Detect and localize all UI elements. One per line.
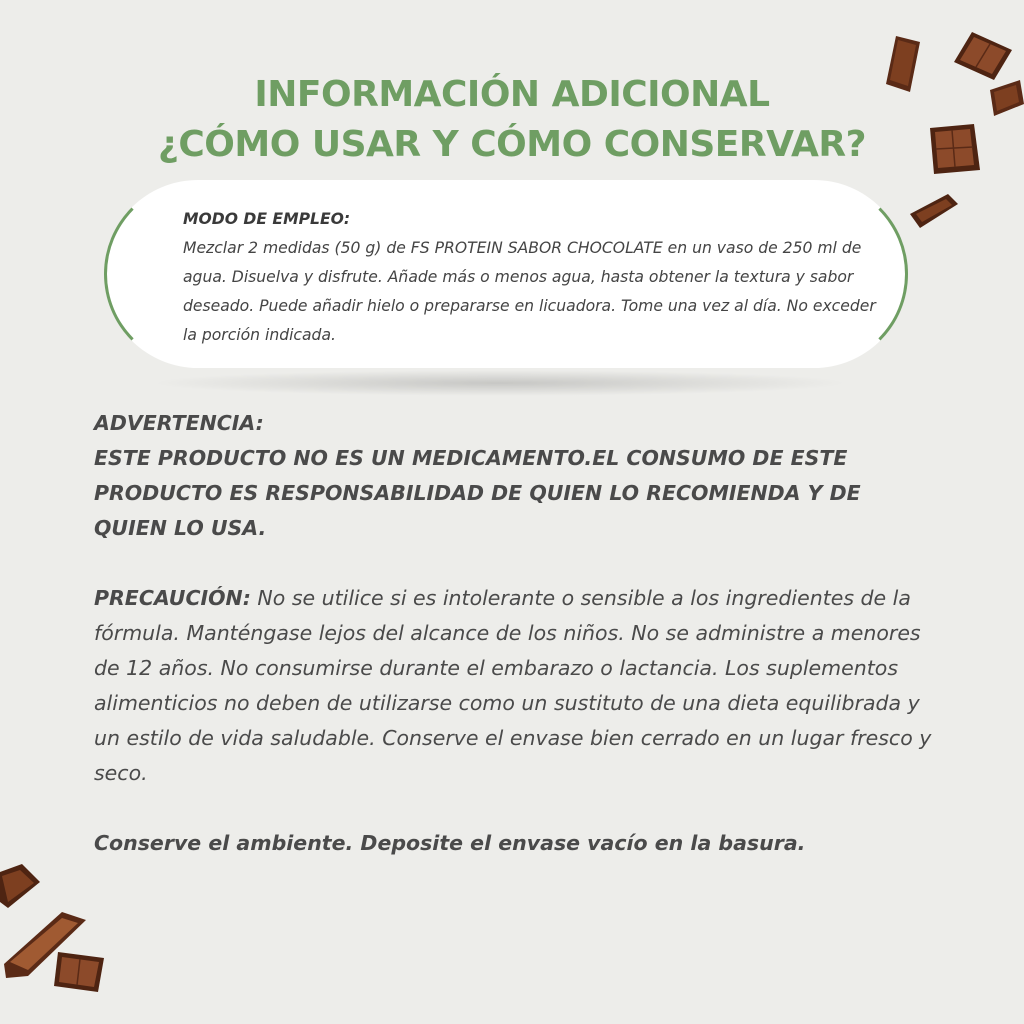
chocolate-piece-icon xyxy=(0,862,42,910)
footer-text: Conserve el ambiente. Deposite el envase vacío en la basura. xyxy=(94,831,806,855)
usage-label: MODO DE EMPLEO: xyxy=(183,210,351,228)
chocolate-piece-icon xyxy=(952,30,1014,82)
chocolate-piece-icon xyxy=(986,78,1024,118)
warning-label: ADVERTENCIA: xyxy=(94,411,264,435)
caution-paragraph xyxy=(94,581,934,791)
caution-text: No se utilice si es intolerante o sensible a los ingredientes de la fórmula. Manténgase lejos del alcance de los niños. No se administre a menores de 12 años. No consumirse durante el embarazo o lactancia. Los suplementos alimenticios no deben de utilizarse como un sustituto de una dieta equilibrada y un estilo de vida saludable. Conserve el envase bien cerrado en un lugar fresco y seco. xyxy=(94,586,932,785)
chocolate-piece-icon xyxy=(884,34,924,94)
title-line-1: INFORMACIÓN ADICIONAL xyxy=(254,74,770,115)
chocolate-piece-icon xyxy=(928,122,982,176)
chocolate-piece-icon xyxy=(908,192,960,232)
caution-label: PRECAUCIÓN: xyxy=(94,586,251,610)
usage-card xyxy=(104,180,908,368)
page-title xyxy=(0,70,1024,170)
card-shadow xyxy=(150,370,850,396)
usage-content xyxy=(183,205,883,350)
title-line-2: ¿CÓMO USAR Y CÓMO CONSERVAR? xyxy=(157,124,866,165)
chocolate-piece-icon xyxy=(52,950,106,994)
main-content xyxy=(94,406,934,861)
warning-text: ESTE PRODUCTO NO ES UN MEDICAMENTO.EL CONSUMO DE ESTE PRODUCTO ES RESPONSABILIDAD DE QUIEN LO RECOMIENDA Y DE QUIEN LO USA. xyxy=(94,446,861,540)
usage-text: Mezclar 2 medidas (50 g) de FS PROTEIN SABOR CHOCOLATE en un vaso de 250 ml de agua. Disuelva y disfrute. Añade más o menos agua, hasta obtener la textura y sabor deseado. Puede añadir hielo o prepararse en licuadora. Tome una vez al día. No exceder la porción indicada. xyxy=(183,239,876,344)
